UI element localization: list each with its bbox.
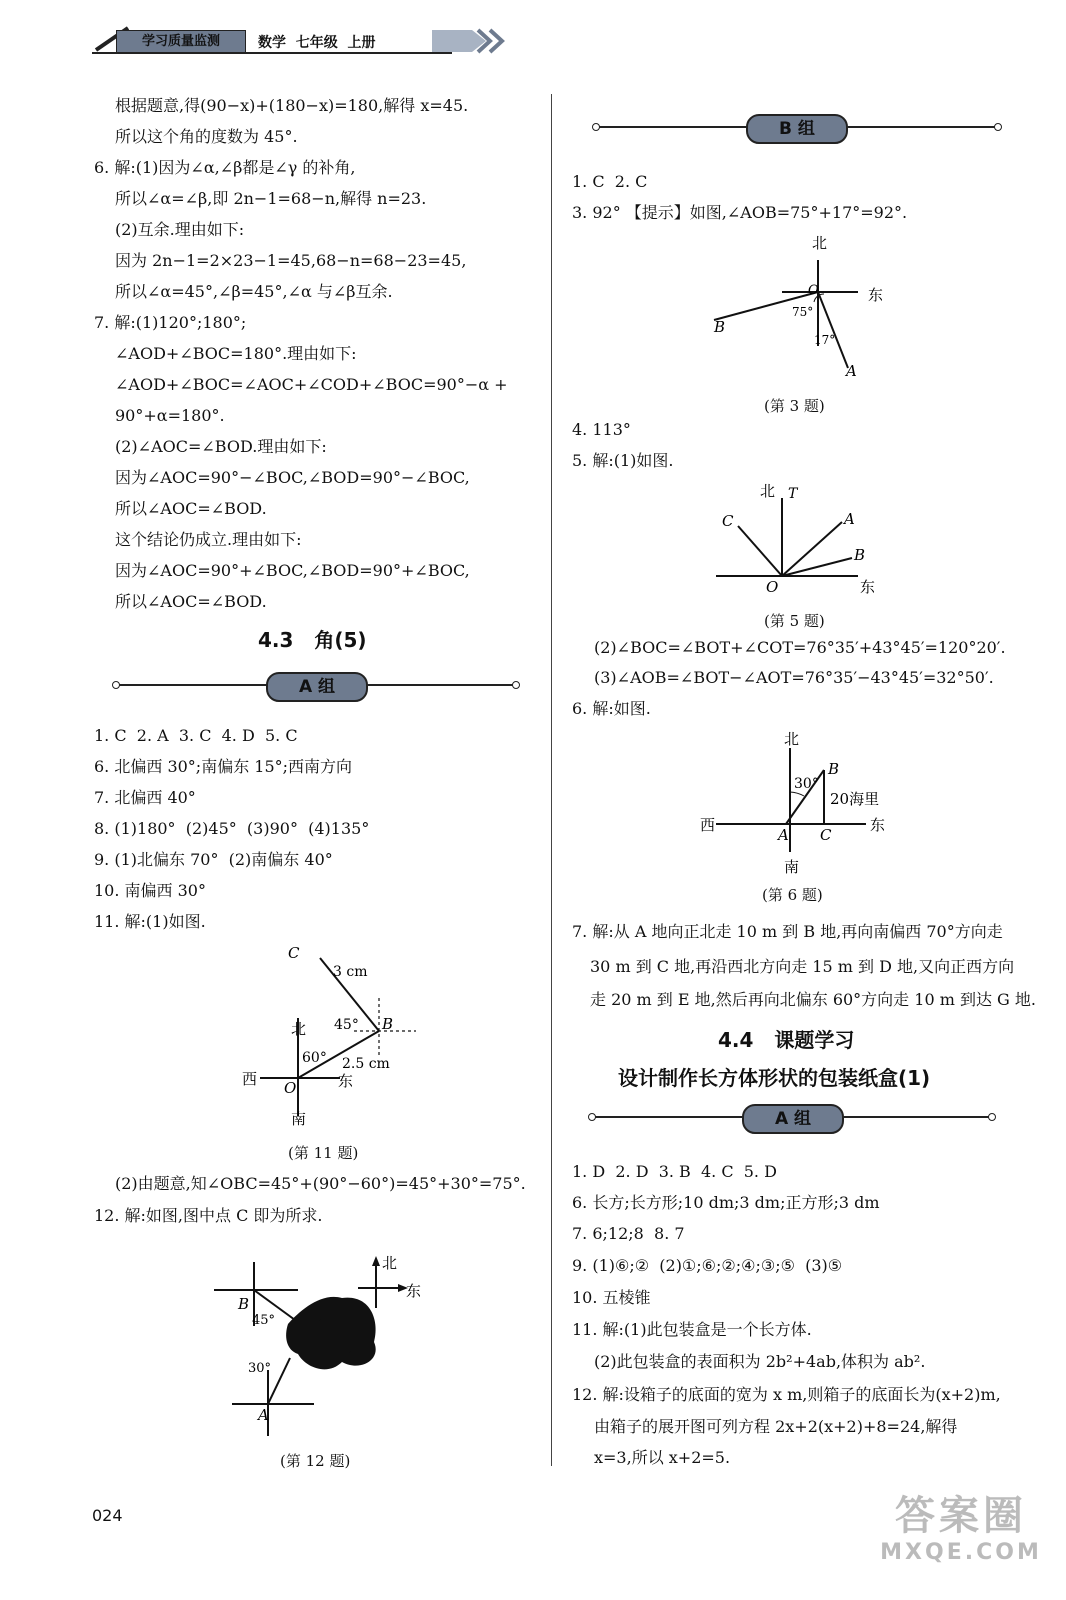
- text-line: 因为∠AOC=90°+∠BOC,∠BOD=90°+∠BOC,: [115, 561, 470, 580]
- header-badge: 学习质量监测: [116, 30, 246, 54]
- label-a: A: [258, 1406, 269, 1424]
- label-a: A: [844, 510, 855, 528]
- figure-6: [694, 726, 894, 882]
- answer-line: 1. C 2. A 3. C 4. D 5. C: [94, 726, 298, 745]
- section-subtitle: 设计制作长方体形状的包装纸盒(1): [618, 1066, 931, 1090]
- answer-line: 6. 北偏西 30°;南偏东 15°;西南方向: [94, 757, 353, 776]
- label-60: 60°: [302, 1050, 327, 1066]
- text-line: 7. 解:(1)120°;180°;: [94, 313, 247, 332]
- group-banner-a: [116, 677, 516, 697]
- text-line: 所以∠AOC=∠BOD.: [115, 499, 267, 518]
- answer-line: 30 m 到 C 地,再沿西北方向走 15 m 到 D 地,又向正西方向: [590, 957, 1015, 976]
- label-o: O: [766, 578, 779, 596]
- text-line: ∠AOD+∠BOC=∠AOC+∠COD+∠BOC=90°−α +: [115, 375, 508, 394]
- label-a: A: [846, 362, 857, 380]
- label-east: 东: [860, 578, 876, 596]
- label-45: 45°: [334, 1017, 359, 1033]
- watermark: [876, 1492, 1046, 1565]
- banner-dot: [512, 681, 520, 689]
- answer-line: 4. 113°: [572, 420, 631, 439]
- label-b: B: [382, 1015, 394, 1033]
- label-b: B: [854, 546, 866, 564]
- label-b: B: [238, 1295, 250, 1313]
- text-line: (2)互余.理由如下:: [115, 220, 245, 239]
- answer-line: 6. 长方;长方形;10 dm;3 dm;正方形;3 dm: [572, 1193, 880, 1212]
- text-line: 因为 2n−1=2×23−1=45,68−n=68−23=45,: [115, 251, 467, 270]
- text-line: 所以∠α=∠β,即 2n−1=68−n,解得 n=23.: [115, 189, 427, 208]
- ray-a: [268, 1358, 290, 1404]
- section-title-4-3: 4.3 角(5): [258, 628, 367, 652]
- label-b: B: [828, 760, 840, 778]
- label-east: 东: [868, 286, 884, 304]
- text-line: 6. 解:(1)因为∠α,∠β都是∠γ 的补角,: [94, 158, 356, 177]
- answer-line: 11. 解:(1)此包装盒是一个长方体.: [572, 1320, 812, 1339]
- answer-line: 由箱子的展开图可列方程 2x+2(x+2)+8=24,解得: [594, 1417, 958, 1436]
- answer-line: (2)∠BOC=∠BOT+∠COT=76°35′+43°45′=120°20′.: [594, 638, 1006, 657]
- label-30: 30°: [248, 1361, 272, 1376]
- label-west: 西: [700, 816, 716, 834]
- label-25cm: 2.5 cm: [342, 1056, 390, 1072]
- figure-5: [700, 478, 900, 602]
- text-line: ∠AOD+∠BOC=180°.理由如下:: [115, 344, 357, 363]
- text-line: (2)由题意,知∠OBC=45°+(90°−60°)=45°+30°=75°.: [115, 1174, 526, 1193]
- label-75: 75°: [792, 305, 814, 319]
- label-3cm: 3 cm: [333, 964, 368, 980]
- text-line: 因为∠AOC=90°−∠BOC,∠BOD=90°−∠BOC,: [115, 468, 470, 487]
- label-dist: 20海里: [830, 790, 880, 808]
- banner-dot: [994, 123, 1002, 131]
- answer-line: 7. 6;12;8 8. 7: [572, 1224, 685, 1243]
- text-line: (2)∠AOC=∠BOD.理由如下:: [115, 437, 327, 456]
- section-title-4-4: 4.4 课题学习: [718, 1028, 855, 1052]
- text-line: 所以∠α=45°,∠β=45°,∠α 与∠β互余.: [115, 282, 393, 301]
- caption-3: (第 3 题): [764, 397, 825, 415]
- answer-line: 1. D 2. D 3. B 4. C 5. D: [572, 1162, 777, 1181]
- label-north: 北: [784, 730, 800, 748]
- label-c: C: [820, 826, 832, 844]
- figure-12: [210, 1250, 450, 1440]
- answer-line: 5. 解:(1)如图.: [572, 451, 674, 470]
- label-north: 北: [382, 1254, 398, 1272]
- group-label: A 组: [742, 1104, 844, 1134]
- banner-dot: [588, 1113, 596, 1121]
- group-banner-a2: [592, 1109, 992, 1129]
- label-a: A: [778, 826, 789, 844]
- answer-line: 8. (1)180° (2)45° (3)90° (4)135°: [94, 819, 370, 838]
- figure-3: [700, 228, 900, 388]
- label-south: 南: [291, 1110, 307, 1128]
- label-30: 30°: [794, 776, 819, 792]
- answer-line: x=3,所以 x+2=5.: [594, 1448, 731, 1467]
- answer-line: 7. 北偏西 40°: [94, 788, 196, 807]
- caption-11: (第 11 题): [288, 1144, 359, 1162]
- label-b: B: [714, 318, 726, 336]
- label-t: T: [788, 486, 798, 502]
- caption-12: (第 12 题): [280, 1452, 351, 1470]
- label-south: 南: [784, 858, 800, 876]
- column-divider: [551, 94, 552, 1466]
- answer-line: 10. 南偏西 30°: [94, 881, 206, 900]
- label-north: 北: [291, 1020, 307, 1038]
- answer-line: 1. C 2. C: [572, 172, 648, 191]
- text-line: 90°+α=180°.: [115, 406, 225, 425]
- text-line: 这个结论仍成立.理由如下:: [115, 530, 302, 549]
- text-line: 所以这个角的度数为 45°.: [115, 127, 298, 146]
- answer-line: 走 20 m 到 E 地,然后再向北偏东 60°方向走 10 m 到达 G 地.: [590, 990, 1037, 1009]
- group-label: A 组: [266, 672, 368, 702]
- label-east: 东: [406, 1282, 422, 1300]
- caption-5: (第 5 题): [764, 612, 825, 630]
- group-banner-b: [596, 119, 998, 139]
- header: [92, 20, 522, 60]
- label-45: 45°: [252, 1313, 276, 1328]
- arrow-north-icon: [372, 1256, 380, 1266]
- banner-dot: [112, 681, 120, 689]
- label-c: C: [722, 512, 734, 530]
- group-label: B 组: [746, 114, 848, 144]
- ray-oa: [818, 292, 848, 368]
- answer-line: 11. 解:(1)如图.: [94, 912, 206, 931]
- label-c: C: [288, 944, 300, 962]
- label-north: 北: [812, 234, 828, 252]
- answer-line: 10. 五棱锥: [572, 1288, 651, 1307]
- watermark-url: MXQE.COM: [880, 1540, 1042, 1565]
- header-rule: [92, 52, 452, 54]
- header-subject: 数学 七年级 上册: [258, 35, 376, 51]
- banner-dot: [988, 1113, 996, 1121]
- answer-line: 9. (1)⑥;② (2)①;⑥;②;④;③;⑤ (3)⑤: [572, 1256, 843, 1275]
- figure-11: [230, 938, 430, 1138]
- label-west: 西: [242, 1070, 258, 1088]
- text-line: 12. 解:如图,图中点 C 即为所求.: [94, 1206, 323, 1225]
- caption-6: (第 6 题): [762, 886, 823, 904]
- angle-arc: [790, 792, 804, 796]
- label-east: 东: [870, 816, 886, 834]
- answer-line: 12. 解:设箱子的底面的宽为 x m,则箱子的底面长为(x+2)m,: [572, 1385, 1001, 1404]
- answer-line: 3. 92° 【提示】如图,∠AOB=75°+17°=92°.: [572, 203, 908, 222]
- ray-oc: [738, 526, 782, 576]
- label-17: 17°: [814, 333, 836, 347]
- label-o: O: [284, 1079, 297, 1097]
- text-line: 所以∠AOC=∠BOD.: [115, 592, 267, 611]
- label-east: 东: [338, 1072, 354, 1090]
- answer-line: 9. (1)北偏东 70° (2)南偏东 40°: [94, 850, 333, 869]
- answer-line: (2)此包装盒的表面积为 2b²+4ab,体积为 ab².: [594, 1352, 926, 1371]
- label-o: O: [808, 283, 819, 298]
- answer-line: 7. 解:从 A 地向正北走 10 m 到 B 地,再向南偏西 70°方向走: [572, 922, 1003, 941]
- page-number: 024: [92, 1506, 123, 1525]
- watermark-text: 答案圈: [895, 1493, 1027, 1539]
- answer-line: 6. 解:如图.: [572, 699, 651, 718]
- answer-line: (3)∠AOB=∠BOT−∠AOT=76°35′−43°45′=32°50′.: [594, 668, 994, 687]
- banner-dot: [592, 123, 600, 131]
- text-line: 根据题意,得(90−x)+(180−x)=180,解得 x=45.: [115, 96, 469, 115]
- label-north: 北: [760, 482, 776, 500]
